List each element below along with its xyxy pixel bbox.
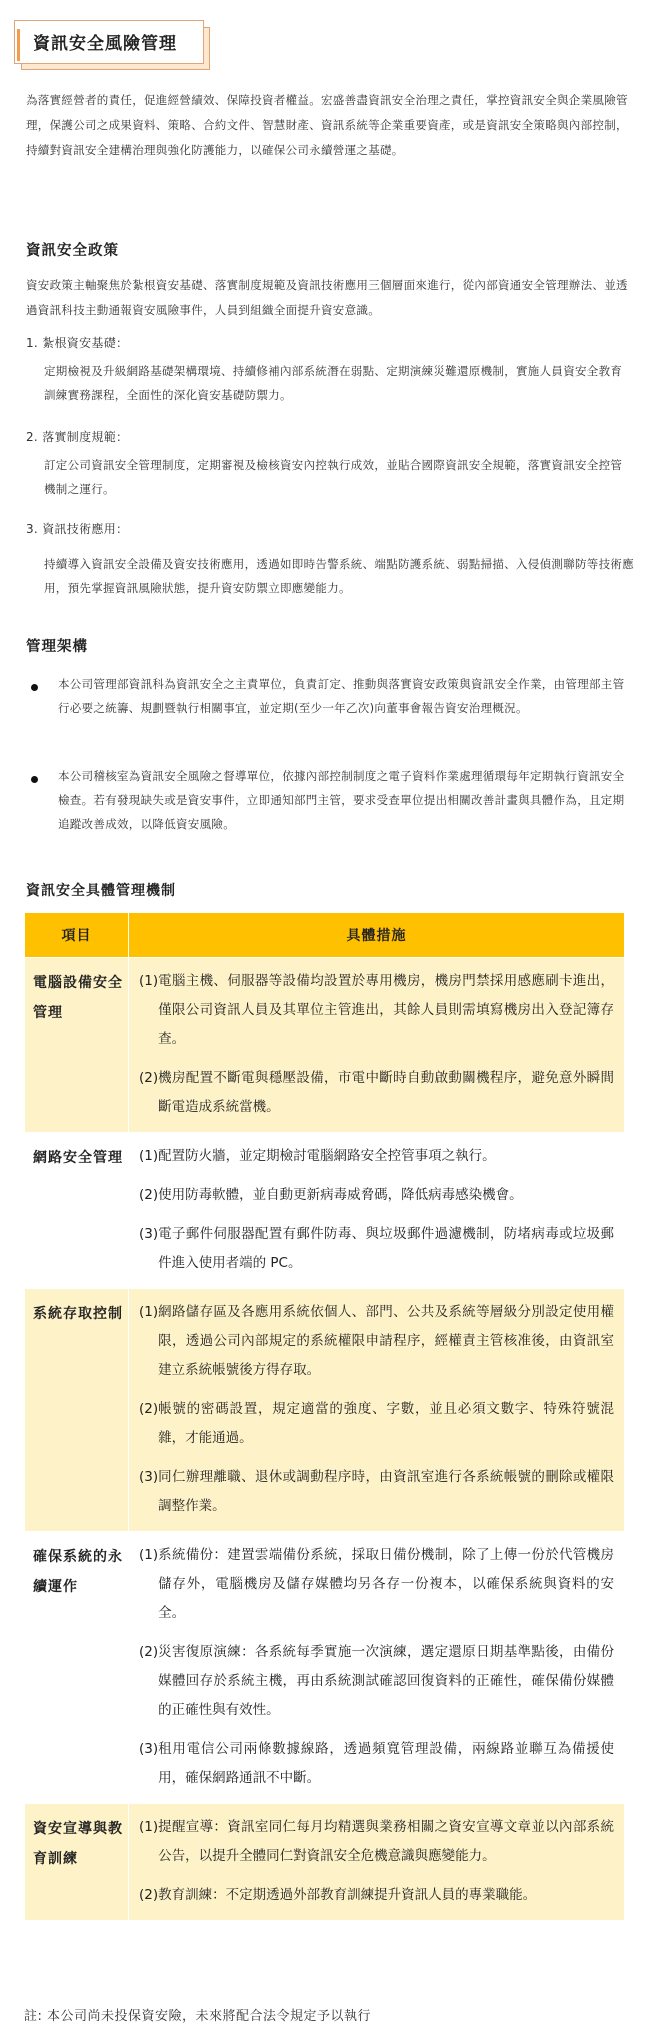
policy-item-title: 紮根資安基礎： xyxy=(42,336,129,350)
policy-item-number: 1. xyxy=(26,336,39,350)
measure-item xyxy=(139,1298,614,1385)
row-category: 系統存取控制 xyxy=(25,1289,129,1532)
measure-text: 災害復原演練：各系統每季實施一次演練，選定還原日期基準點後，由備份媒體回存於系統主機，再由系統測試確認回復資料的正確性，確保備份媒體的正確性與有效性。 xyxy=(158,1644,614,1718)
measure-text: 提醒宣導：資訊室同仁每月均精選與業務相關之資安宣導文章並以內部系統公告，以提升全體同仁對資訊安全危機意識與應變能力。 xyxy=(158,1819,614,1864)
footnote: 註: 本公司尚未投保資安險，未來將配合法令規定予以執行 xyxy=(24,2009,372,2024)
measure-text: 使用防毒軟體，並自動更新病毒威脅碼，降低病毒感染機會。 xyxy=(158,1187,523,1203)
measure-number: (1) xyxy=(139,1304,159,1320)
policy-heading: 資訊安全政策 xyxy=(26,243,119,259)
measure-number: (2) xyxy=(139,1401,159,1417)
row-measures xyxy=(129,1289,625,1532)
policy-item-3-body: 持續導入資訊安全設備及資安技術應用，透過如即時告警系統、端點防護系統、弱點掃描、入侵偵測聯防等技術應用，預先掌握資訊風險狀態，提升資安防禦立即應變能力。 xyxy=(44,557,634,595)
measure-number: (1) xyxy=(139,1148,159,1164)
measure-number: (1) xyxy=(139,1819,159,1835)
row-category: 電腦設備安全管理 xyxy=(25,958,129,1133)
measure-text: 機房配置不斷電與穩壓設備，市電中斷時自動啟動關機程序，避免意外瞬間斷電造成系統當機。 xyxy=(158,1070,614,1115)
policy-intro: 資安政策主軸聚焦於紮根資安基礎、落實制度規範及資訊技術應用三個層面來進行，從內部資通安全管理辦法、並透過資訊科技主動通報資安風險事件，人員到組織全面提升資安意識。 xyxy=(26,278,628,317)
mechanism-table xyxy=(24,912,625,1921)
table-header-item: 項目 xyxy=(25,913,129,958)
measure-number: (2) xyxy=(139,1644,159,1660)
measure-item xyxy=(139,1220,614,1278)
row-category: 確保系統的永續運作 xyxy=(25,1532,129,1804)
measure-number: (2) xyxy=(139,1070,159,1086)
title-box xyxy=(14,20,204,64)
measure-text: 網路儲存區及各應用系統依個人、部門、公共及系統等層級分別設定使用權限，透過公司內部規定的系統權限申請程序，經權責主管核准後，由資訊室建立系統帳號後方得存取。 xyxy=(158,1304,614,1378)
policy-item-number: 2. xyxy=(26,430,39,444)
policy-item-title: 資訊技術應用： xyxy=(42,522,129,536)
measure-number: (3) xyxy=(139,1469,159,1485)
structure-bullet-2: 本公司稽核室為資訊安全風險之督導單位，依據內部控制制度之電子資料作業處理循環每年定期執行資訊安全檢查。若有發現缺失或是資安事件，立即通知部門主管，要求受查單位提出相關改善計畫與具體作為，且定期追蹤改善成效，以降低資安風險。 xyxy=(58,769,625,831)
measure-number: (2) xyxy=(139,1887,159,1903)
measure-item xyxy=(139,1181,614,1210)
measure-text: 同仁辦理離職、退休或調動程序時，由資訊室進行各系統帳號的刪除或權限調整作業。 xyxy=(158,1469,614,1514)
policy-item-2-body: 訂定公司資訊安全管理制度，定期審視及檢核資安內控執行成效，並貼合國際資訊安全規範，落實資訊安全控管機制之運行。 xyxy=(44,458,623,496)
policy-item-2-head xyxy=(26,428,128,445)
measure-number: (2) xyxy=(139,1187,159,1203)
measure-item xyxy=(139,1735,614,1793)
row-category: 資安宣導與教育訓練 xyxy=(25,1804,129,1921)
measure-number: (3) xyxy=(139,1741,159,1757)
table-row xyxy=(25,1133,625,1289)
measure-item xyxy=(139,1541,614,1628)
bullet-icon xyxy=(31,684,38,691)
measure-text: 系統備份：建置雲端備份系統，採取日備份機制，除了上傳一份於代管機房儲存外，電腦機房及儲存媒體均另各存一份複本，以確保系統與資料的安全。 xyxy=(158,1547,614,1621)
row-measures xyxy=(129,1804,625,1921)
measure-item xyxy=(139,1813,614,1871)
measure-item xyxy=(139,1881,614,1910)
measure-text: 電腦主機、伺服器等設備均設置於專用機房，機房門禁採用感應刷卡進出，僅限公司資訊人員及其單位主管進出，其餘人員則需填寫機房出入登記簿存查。 xyxy=(158,973,614,1047)
measure-item xyxy=(139,1638,614,1725)
table-header-row xyxy=(25,913,625,958)
measure-item xyxy=(139,1395,614,1453)
policy-item-1-body: 定期檢視及升級網路基礎架構環境、持續修補內部系統潛在弱點、定期演練災難還原機制，實施人員資安全教育訓練實務課程，全面性的深化資安基礎防禦力。 xyxy=(44,364,623,402)
table-row xyxy=(25,958,625,1133)
measure-item xyxy=(139,1463,614,1521)
policy-item-number: 3. xyxy=(26,522,39,536)
table-row xyxy=(25,1804,625,1921)
structure-bullet-1: 本公司管理部資訊科為資訊安全之主責單位，負責訂定、推動與落實資安政策與資訊安全作業，由管理部主管行必要之統籌、規劃暨執行相關事宜，並定期(至少一年乙次)向董事會報告資安治理概況。 xyxy=(58,677,625,715)
measure-number: (3) xyxy=(139,1226,159,1242)
structure-heading: 管理架構 xyxy=(26,639,88,655)
measure-item xyxy=(139,1064,614,1122)
title-accent-bar xyxy=(17,29,20,61)
measure-text: 教育訓練：不定期透過外部教育訓練提升資訊人員的專業職能。 xyxy=(158,1887,537,1903)
measure-text: 帳號的密碼設置，規定適當的強度、字數，並且必須文數字、特殊符號混雜，才能通過。 xyxy=(158,1401,614,1446)
measure-text: 配置防火牆，並定期檢討電腦網路安全控管事項之執行。 xyxy=(158,1148,496,1164)
measure-item xyxy=(139,967,614,1054)
row-measures xyxy=(129,958,625,1133)
intro-paragraph: 為落實經營者的責任，促進經營績效、保障投資者權益。宏盛善盡資訊安全治理之責任，掌控資訊安全與企業風險管理，保護公司之成果資料、策略、合約文件、智慧財產、資訊系統等企業重要資產，或是資訊安全策略與內部控制，持續對資訊安全建構治理與強化防護能力，以確保公司永續營運之基礎。 xyxy=(26,93,628,157)
table-row xyxy=(25,1532,625,1804)
table-row xyxy=(25,1289,625,1532)
measure-text: 租用電信公司兩條數據線路，透過頻寬管理設備，兩線路並聯互為備援使用，確保網路通訊不中斷。 xyxy=(158,1741,614,1786)
table-header-measures: 具體措施 xyxy=(129,913,625,958)
measure-number: (1) xyxy=(139,973,159,989)
row-category: 網路安全管理 xyxy=(25,1133,129,1289)
page-title: 資訊安全風險管理 xyxy=(33,34,177,54)
policy-item-1-head xyxy=(26,334,128,351)
measure-item xyxy=(139,1142,614,1171)
measure-text: 電子郵件伺服器配置有郵件防毒、與垃圾郵件過濾機制，防堵病毒或垃圾郵件進入使用者端的 PC。 xyxy=(158,1226,614,1271)
policy-item-title: 落實制度規範： xyxy=(42,430,129,444)
row-measures xyxy=(129,1532,625,1804)
bullet-icon xyxy=(31,776,38,783)
row-measures xyxy=(129,1133,625,1289)
title-banner xyxy=(14,20,204,64)
measure-number: (1) xyxy=(139,1547,159,1563)
policy-item-3-head xyxy=(26,520,128,537)
mechanism-heading: 資訊安全具體管理機制 xyxy=(26,883,176,899)
